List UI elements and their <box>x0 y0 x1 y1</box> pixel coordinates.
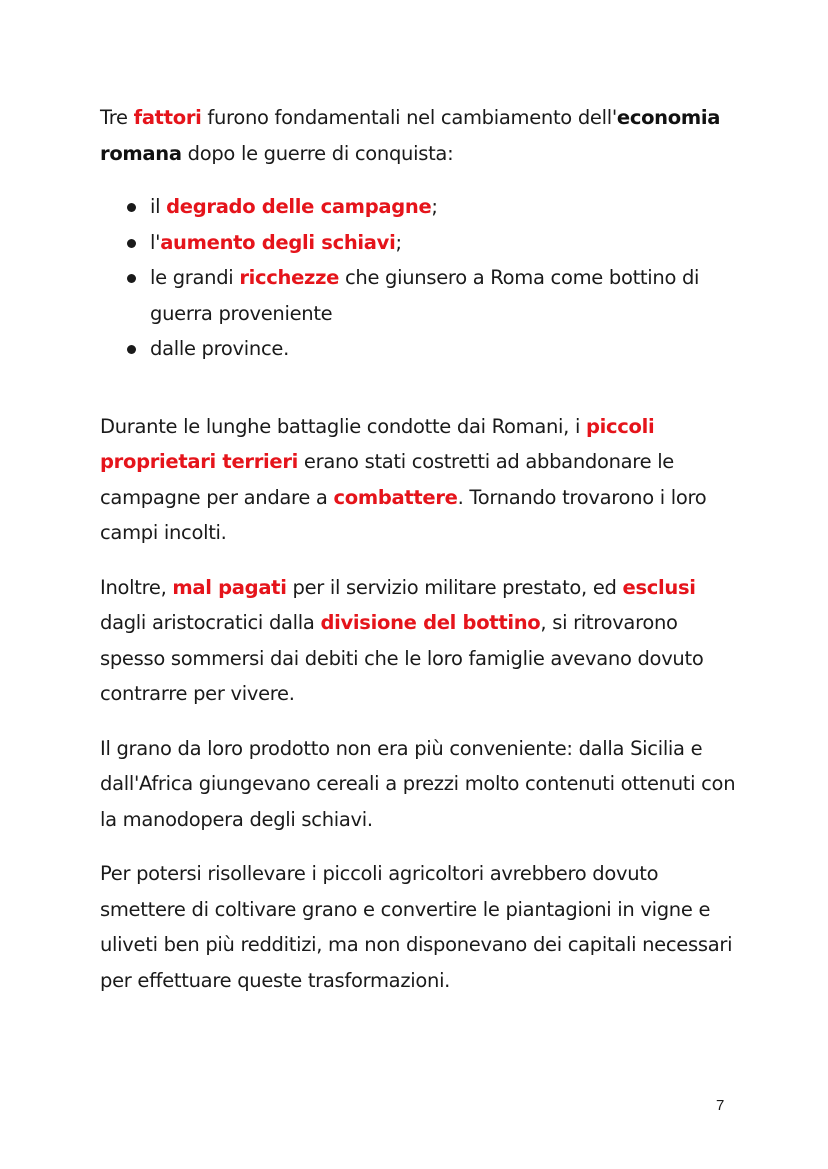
page-number: 7 <box>716 1097 725 1114</box>
paragraph-agricoltori: Per potersi risollevare i piccoli agricoltori avrebbero dovuto smettere di coltivare grano e convertire le piantagioni in vigne e uliveti ben più redditizi, ma non disponevano dei capitali necessari per effettuare queste trasformazioni. <box>100 862 733 992</box>
intro-paragraph: Tre fattori furono fondamentali nel cambiamento dell'economia romana dopo le guerre di conquista: <box>100 106 721 165</box>
list-item: il degrado delle campagne; <box>100 189 740 225</box>
page-content <box>100 100 740 998</box>
paragraph-debiti: Inoltre, mal pagati per il servizio militare prestato, ed esclusi dagli aristocratici dalla divisione del bottino, si ritrovarono spesso sommersi dai debiti che le loro famiglie avevano dovuto contrarre per vivere. <box>100 575 704 705</box>
paragraph-battaglie: Durante le lunghe battaglie condotte dai Romani, i piccoli proprietari terrieri erano stati costretti ad abbandonare le campagne per andare a combattere. Tornando trovarono i loro campi incolti. <box>100 414 707 544</box>
factors-list <box>100 189 740 367</box>
paragraph-grano: Il grano da loro prodotto non era più conveniente: dalla Sicilia e dall'Africa giungevano cereali a prezzi molto contenuti ottenuti con la manodopera degli schiavi. <box>100 736 736 831</box>
list-item: le grandi ricchezze che giunsero a Roma come bottino di guerra proveniente <box>100 260 740 331</box>
keyword-economia-romana: economia romana <box>100 106 721 165</box>
list-item: l'aumento degli schiavi; <box>100 225 740 261</box>
list-item: dalle province. <box>100 331 740 367</box>
keyword-fattori: fattori <box>133 106 202 129</box>
